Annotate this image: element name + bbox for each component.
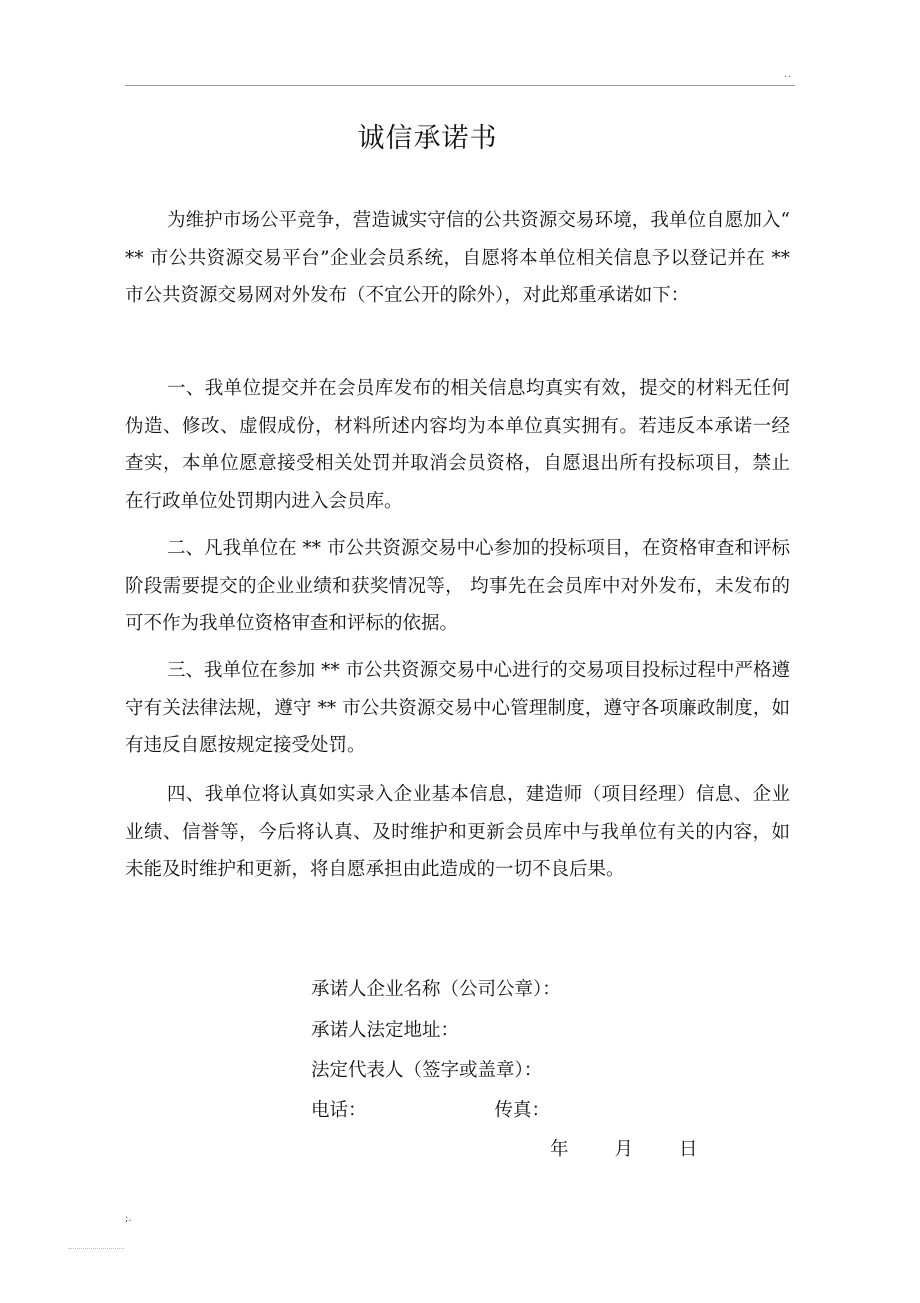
intro-paragraph: 为维护市场公平竞争，营造诚实守信的公共资源交易环境，我单位自愿加入“ ** 市公共资源交易平台”企业会员系统，自愿将本单位相关信息予以登记并在 ** 市公共资源交易网对外发布（不宜公开的除外），对此郑重承诺如下： <box>125 210 790 306</box>
clause-3-paragraph: 三、我单位在参加 ** 市公共资源交易中心进行的交易项目投标过程中严格遵守有关法律法规，遵守 ** 市公共资源交易中心管理制度，遵守各项廉政制度，如有违反自愿按规定接受处罚。 <box>125 660 790 756</box>
header-rule <box>125 85 795 86</box>
legal-representative-label: 法定代表人（签字或盖章）： <box>311 1060 543 1081</box>
clause-1-paragraph: 一、我单位提交并在会员库发布的相关信息均真实有效，提交的材料无任何伪造、修改、虚假成份，材料所述内容均为本单位真实拥有。若违反本承诺一经查实，本单位愿意接受相关处罚并取消会员资格，自愿退出所有投标项目，禁止在行政单位处罚期内进入会员库。 <box>125 378 790 512</box>
company-name-label: 承诺人企业名称（公司公章）： <box>311 979 561 1000</box>
header-mark: .. <box>784 70 792 80</box>
fax-label: 传真： <box>494 1100 551 1121</box>
date-line <box>550 1135 698 1161</box>
clause-2-paragraph: 二、凡我单位在 ** 市公共资源交易中心参加的投标项目，在资格审查和评标阶段需要提交的企业业绩和获奖情况等， 均事先在会员库中对外发布，未发布的可不作为我单位资格审查和评标的依据。 <box>125 538 790 634</box>
footer-rule <box>68 1248 124 1249</box>
date-year: 年 <box>550 1139 569 1160</box>
date-month: 月 <box>614 1139 634 1160</box>
date-day: 日 <box>679 1139 698 1160</box>
document-title: 诚信承诺书 <box>357 123 498 154</box>
clause-4-paragraph: 四、我单位将认真如实录入企业基本信息，建造师（项目经理）信息、企业业绩、信誉等，今后将认真、及时维护和更新会员库中与我单位有关的内容，如未能及时维护和更新，将自愿承担由此造成的一切不良后果。 <box>125 784 790 880</box>
phone-label: 电话： <box>311 1100 367 1121</box>
legal-address-label: 承诺人法定地址： <box>311 1020 460 1041</box>
contact-line <box>311 1096 550 1122</box>
footer-mark: ;. <box>125 1213 132 1224</box>
